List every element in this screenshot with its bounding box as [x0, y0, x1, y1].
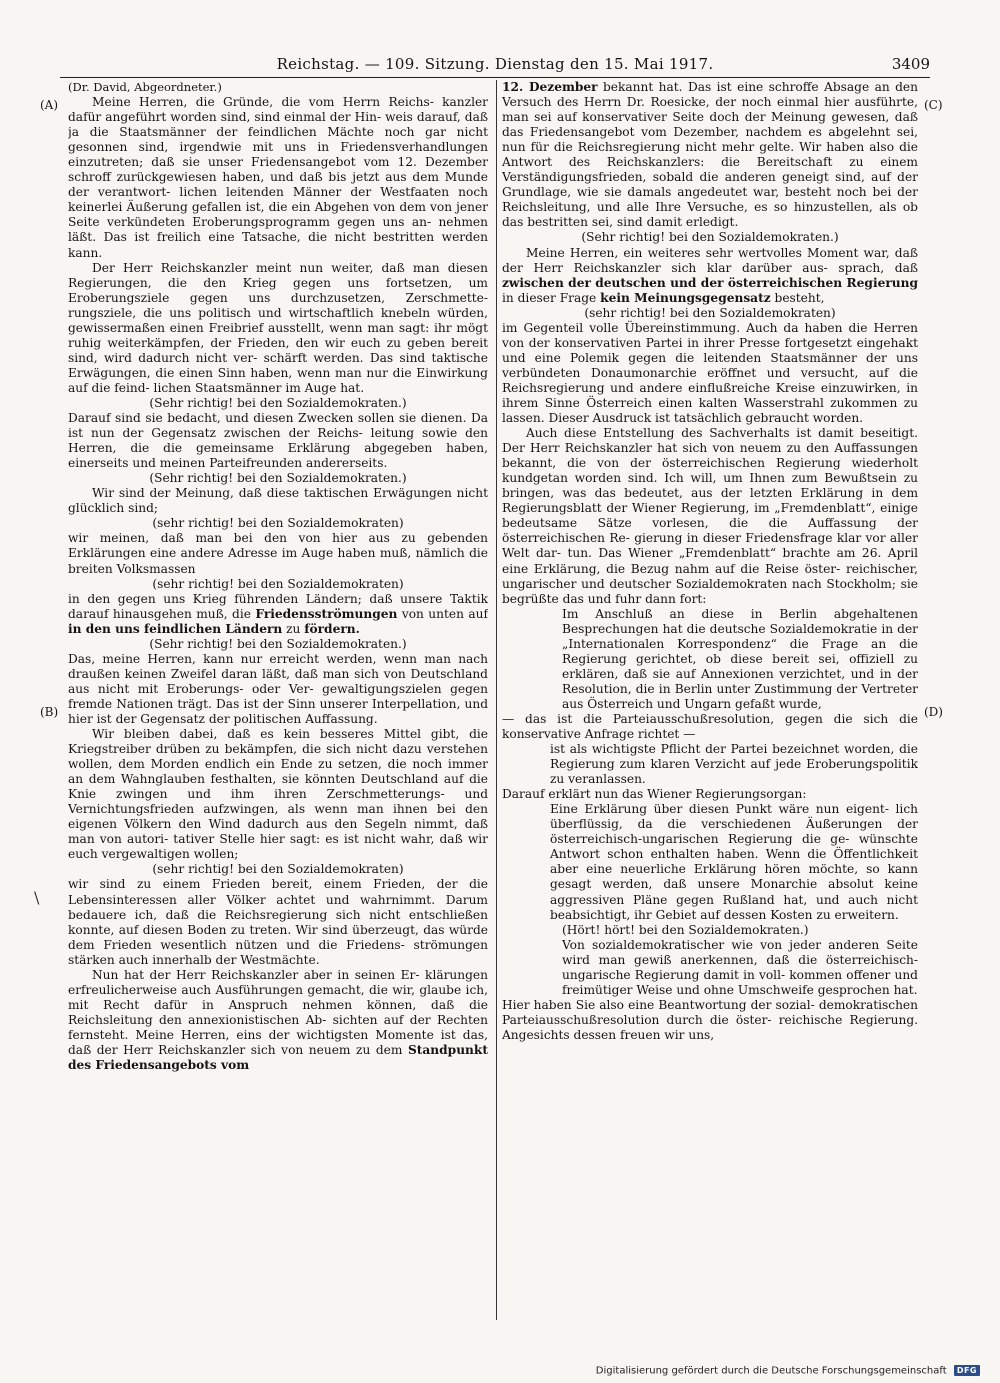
margin-marker-d: (D): [924, 705, 943, 719]
paragraph: [68, 592, 488, 637]
reaction: (sehr richtig! bei den Sozialdemokraten): [152, 576, 404, 591]
emphasis-text: zwischen der deutschen und der österreichischen Regierung: [502, 275, 918, 290]
quotation: Von sozialdemokratischer wie von jeder anderen Seite wird man gewiß anerkennen, daß die österreichisch-ungarische Regierung damit in voll- kommen offener und freimütiger Weise und ohne Umschweife gesprochen hat.: [562, 937, 918, 997]
reaction: (Sehr richtig! bei den Sozialdemokraten.): [581, 230, 839, 245]
page-number: 3409: [891, 55, 930, 73]
reaction: (Sehr richtig! bei den Sozialdemokraten.): [149, 395, 407, 410]
funding-footer: [560, 1365, 980, 1377]
paragraph: wir sind zu einem Frieden bereit, einem Frieden, der die Lebensinteressen aller Völker achtet und wahrnimmt. Darum bedauere ich, daß die Reichsregierung sich nicht entschließen konnte, auf diesen Boden zu treten. Wir sind überzeugt, das würde dem Frieden wesentlich nützen und die Friedens- strömungen stärken auch innerhalb der Westmächte.: [68, 877, 488, 967]
emphasis-text: in den uns feindlichen Ländern: [68, 621, 283, 636]
reaction: (Hört! hört! bei den Sozialdemokraten.): [562, 922, 809, 937]
dfg-logo-icon: DFG: [954, 1365, 980, 1376]
speaker-label: (Dr. David, Abgeordneter.): [68, 80, 222, 94]
page-header: [60, 52, 930, 76]
text-run: in den gegen uns Krieg führenden Ländern; daß unsere Taktik darauf hinausgehen muß, die: [68, 591, 488, 621]
reaction: (Sehr richtig! bei den Sozialdemokraten.): [149, 471, 407, 486]
paragraph: Meine Herren, die Gründe, die vom Herrn Reichs- kanzler dafür angeführt worden sind, sind einmal der Hin- weis darauf, daß ja die Staatsmänner der feindlichen Mächte noch gar nicht gesonnen sind, irgendwie mit uns in Friedensverhandlungen einzutreten; daß sie unser Friedensangebot vom 12. Dezember schroff zurückgewiesen haben, und daß bis jetzt aus dem Munde der verantwort- lichen leitenden Männer der Westfaaten noch keinerlei Äußerung gefallen ist, die ein Abgehen von dem von jener Seite verkündeten Eroberungsprogramm gegen uns an- nehmen läßt. Das ist freilich eine Tatsache, die nicht bestritten werden kann.: [68, 95, 488, 260]
text-run: bekannt hat. Das ist eine schroffe Absage an den Versuch des Herrn Dr. Roesicke, der noch einmal hier ausführte, man sei auf konservativer Seite doch der Meinung gewesen, daß das Friedensangebot vom Dezember, nachdem es abgelehnt sei, nun für die Reichsregierung nicht mehr gelte. Wir haben also die Antwort des Reichskanzlers: die Bereitschaft zu einem Verständigungsfrieden, sobald die anderen geneigt sind, auf der Grundlage, wie sie damals angedeutet war, besteht noch bei der Reichsleitung, und alle Ihre Versuche, es so hinzustellen, als ob das bestritten sei, sind damit erledigt.: [502, 80, 918, 230]
paragraph: [502, 246, 918, 306]
emphasis-text: fördern.: [304, 621, 360, 636]
paragraph: Wir sind der Meinung, daß diese taktischen Erwägungen nicht glücklich sind;: [68, 486, 488, 516]
footer-text: Digitalisierung gefördert durch die Deutsche Forschungsgemeinschaft: [595, 1365, 947, 1377]
text-run: zu: [282, 621, 305, 636]
emphasis-text: Standpunkt des Friedensangebots vom: [68, 1043, 488, 1073]
text-run: besteht,: [770, 290, 825, 305]
text-run: Nun hat der Herr Reichskanzler aber in seinen Er- klärungen erfreulicherweise auch Ausführungen gemacht, die wir, glaube ich, mit Recht dafür in Anspruch nehmen können, daß die Reichsleitung den annexionistischen Ab- sichten auf der Rechten fernsteht. Meine Herren, eins der wichtigsten Momente ist das, daß der Herr Reichskanzler sich von neuem zu dem: [68, 967, 488, 1057]
paragraph: Wir bleiben dabei, daß es kein besseres Mittel gibt, die Kriegstreiber drüben zu bekämpfen, die sich nicht dazu verstehen wollen, dem Morden endlich ein Ende zu setzen, die noch immer an dem Wahnglauben festhalten, sie könnten Deutschland auf die Knie zwingen und ihm ihren Zerschmetterungs- und Vernichtungsfrieden aufzwingen, als wenn man ihnen bei den eigenen Völkern den Wind dadurch aus den Segeln nimmt, daß man von autori- tativer Stelle hier sagt: es ist nicht wahr, daß wir euch vergewaltigen wollen;: [68, 727, 488, 862]
paragraph: — das ist die Parteiausschußresolution, gegen die sich die konservative Anfrage richtet —: [502, 711, 918, 742]
header-rule: [60, 77, 930, 78]
margin-marker-c: (C): [924, 98, 943, 112]
margin-marker-b: (B): [40, 705, 59, 719]
quotation: ist als wichtigste Pflicht der Partei bezeichnet worden, die Regierung zum klaren Verzicht auf jede Eroberungspolitik zu veranlassen.: [550, 742, 918, 787]
reaction: (sehr richtig! bei den Sozialdemokraten): [584, 305, 836, 320]
text-run: von unten auf: [397, 606, 488, 621]
paragraph: Darauf erklärt nun das Wiener Regierungsorgan:: [502, 787, 807, 802]
margin-marker-a: (A): [40, 98, 59, 112]
emphasis-text: 12. Dezember: [502, 80, 598, 94]
left-column: [68, 80, 488, 1320]
quotation: Im Anschluß an diese in Berlin abgehaltenen Besprechungen hat die deutsche Sozialdemokratie in der „Internationalen Korrespondenz“ die Frage an die Regierung gerichtet, ob diese bereit sei, offiziell zu erklären, daß sie auf Annexionen verzichtet, und in der Resolution, die in Berlin unter Zustimmung der Vertreter aus Österreich und Ungarn gefaßt wurde,: [562, 606, 918, 711]
paragraph: wir meinen, daß man bei den von hier aus zu gebenden Erklärungen eine andere Adresse im Auge haben muß, nämlich die breiten Volksmassen: [68, 531, 488, 576]
reaction: (sehr richtig! bei den Sozialdemokraten): [152, 516, 404, 531]
emphasis-text: kein Meinungsgegensatz: [600, 290, 771, 305]
reaction: (Sehr richtig! bei den Sozialdemokraten.): [149, 636, 407, 651]
right-column: [502, 80, 918, 1320]
quotation: Eine Erklärung über diesen Punkt wäre nun eigent- lich überflüssig, da die verschiedenen Äußerungen der österreichisch-ungarischen Regierung die ge- wünschte Antwort schon enthalten haben. Wenn die Öffentlichkeit aber eine neuerliche Erklärung hören möchte, so kann gesagt werden, daß unsere Monarchie absolut keine aggressiven Pläne gegen Rußland hat, und auch nicht beabsichtigt, ihr Gebiet auf dessen Kosten zu erweitern.: [550, 802, 918, 922]
column-divider: [496, 80, 497, 1320]
reaction: (sehr richtig! bei den Sozialdemokraten): [152, 862, 404, 877]
margin-mark: \: [34, 888, 40, 907]
paragraph: [502, 80, 918, 230]
paragraph: Hier haben Sie also eine Beantwortung der sozial- demokratischen Parteiausschußresolution durch die öster- reichische Regierung. Angesichts dessen freuen wir uns,: [502, 997, 918, 1042]
paragraph: Darauf sind sie bedacht, und diesen Zwecken sollen sie dienen. Da ist nun der Gegensatz zwischen der Reichs- leitung sowie den Herren, die die gemeinsame Erklärung abgegeben haben, einerseits und meinen Parteifreunden andererseits.: [68, 411, 488, 471]
paragraph: im Gegenteil volle Übereinstimmung. Auch da haben die Herren von der konservativen Partei in ihrer Presse fortgesetzt eingehakt und eine Polemik gegen die leitenden Staatsmänner der uns verbündeten Donaumonarchie eröffnet und versucht, auf die Reichsregierung und andere einflußreiche Kreise einzuwirken, in ihrem Sinne Österreich einen kalten Wasserstrahl zukommen zu lassen. Dieser Ausdruck ist tatsächlich gebraucht worden.: [502, 320, 918, 426]
paragraph: [68, 968, 488, 1073]
text-run: Meine Herren, ein weiteres sehr wertvolles Moment war, daß der Herr Reichskanzler sich klar darüber aus- sprach, daß: [502, 245, 918, 275]
header-title: Reichstag. — 109. Sitzung. Dienstag den 15. Mai 1917.: [276, 55, 714, 73]
emphasis-text: Friedensströmungen: [255, 606, 398, 621]
paragraph: Der Herr Reichskanzler meint nun weiter, daß man diesen Regierungen, die den Krieg gegen uns fortsetzen, um Eroberungsziele gegen uns durchzusetzen, Zerschmette- rungsziele, die uns politisch und wirtschaftlich knebeln würden, gewissermaßen einen Freibrief ausstellt, wenn man sagt: ihr mögt ruhig weiterkämpfen, der Frieden, den wir euch zu geben bereit sind, wird dadurch nicht ver- schärft werden. Das sind taktische Erwägungen, die einen Sinn haben, wenn man nur die Einwirkung auf die feind- lichen Staatsmänner im Auge hat.: [68, 260, 488, 395]
text-run: in dieser Frage: [502, 290, 601, 305]
paragraph: Auch diese Entstellung des Sachverhalts ist damit beseitigt. Der Herr Reichskanzler hat sich von neuem zu den Auffassungen bekannt, die von der österreichischen Regierung wiederholt kundgetan worden sind. Ich will, um Ihnen zum Bewußtsein zu bringen, was das bedeutet, aus der letzten Erklärung in dem Regierungsblatt der Wiener Regierung, im „Fremdenblatt“, einige bedeutsame Sätze vorlesen, die die Auffassung der österreichischen Re- gierung in dieser Friedensfrage klar vor aller Welt dar- tun. Das Wiener „Fremdenblatt“ brachte am 26. April eine Erklärung, die Bezug nahm auf die Reise öster- reichischer, ungarischer und deutscher Sozialdemokraten nach Stockholm; sie begrüßte das und fuhr dann fort:: [502, 426, 918, 606]
paragraph: Das, meine Herren, kann nur erreicht werden, wenn man nach draußen keinen Zweifel daran läßt, daß man sich von Deutschland aus nicht mit Eroberungs- oder Ver- gewaltigungszielen gegen fremde Nationen trägt. Das ist der Sinn unserer Interpellation, und hier ist der Gegensatz der politischen Auffassung.: [68, 651, 488, 726]
